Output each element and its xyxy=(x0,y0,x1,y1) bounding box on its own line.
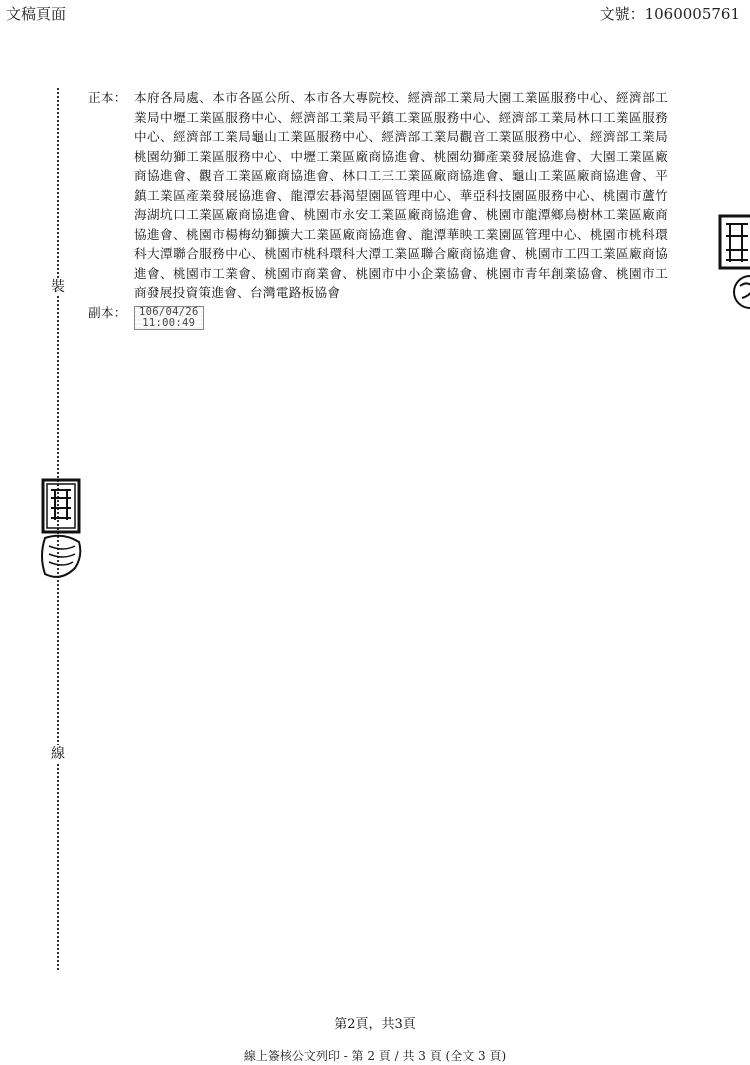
recipients-block xyxy=(88,88,668,331)
page-number: 第2頁，共3頁 xyxy=(334,1017,416,1032)
print-footer: 線上簽核公文列印 - 第 2 頁 / 共 3 頁 (全文 3 頁) xyxy=(243,1049,507,1063)
cc-row xyxy=(88,303,668,332)
stamp-time: 11:00:49 xyxy=(142,316,196,329)
binding-char-top: 裝 xyxy=(51,279,65,295)
seal-stamp-right xyxy=(718,214,750,314)
binding-char-bottom: 線 xyxy=(51,746,65,762)
cc-label: 副本： xyxy=(88,304,127,320)
document-number: 文號：1060005761 xyxy=(599,5,740,23)
main-recipients-text: 本府各局處、本市各區公所、本市各大專院校、經濟部工業局大園工業區服務中心、經濟部工業局中壢工業區服務中心、經濟部工業局平鎮工業區服務中心、經濟部工業局林口工業區服務中心、經濟部工業局龜山工業區服務中心、經濟部工業局觀音工業區服務中心、經濟部工業局桃園幼獅工業區服務中心、中壢工業區廠商協進會、桃園幼獅產業發展協進會、大園工業區廠商協進會、觀音工業區廠商協進會、林口工三工業區廠商協進會、龜山工業區廠商協進會、平鎮工業區產業發展協進會、龍潭宏碁渴望園區管理中心、華亞科技園區服務中心、桃園市蘆竹海湖坑口工業區廠商協進會、桃園市永安工業區廠商協進會、桃園市龍潭鄉烏樹林工業區廠商協進會、桃園市楊梅幼獅擴大工業區廠商協進會、龍潭華映工業園區管理中心、桃園市桃科環科大潭聯合服務中心、桃園市桃科環科大潭工業區聯合廠商協進會、桃園市工四工業區廠商協進會、桃園市工業會、桃園市商業會、桃園市中小企業協會、桃園市青年創業協會、桃園市工商發展投資策進會、台灣電路板協會 xyxy=(134,90,668,300)
main-recipients-label: 正本： xyxy=(88,90,127,105)
stamp-date: 106/04/26 xyxy=(139,305,199,318)
main-recipients-row xyxy=(88,88,668,303)
seal-stamp-left xyxy=(41,478,83,586)
timestamp-stamp xyxy=(134,306,204,330)
header-title: 文稿頁面 xyxy=(6,5,67,23)
